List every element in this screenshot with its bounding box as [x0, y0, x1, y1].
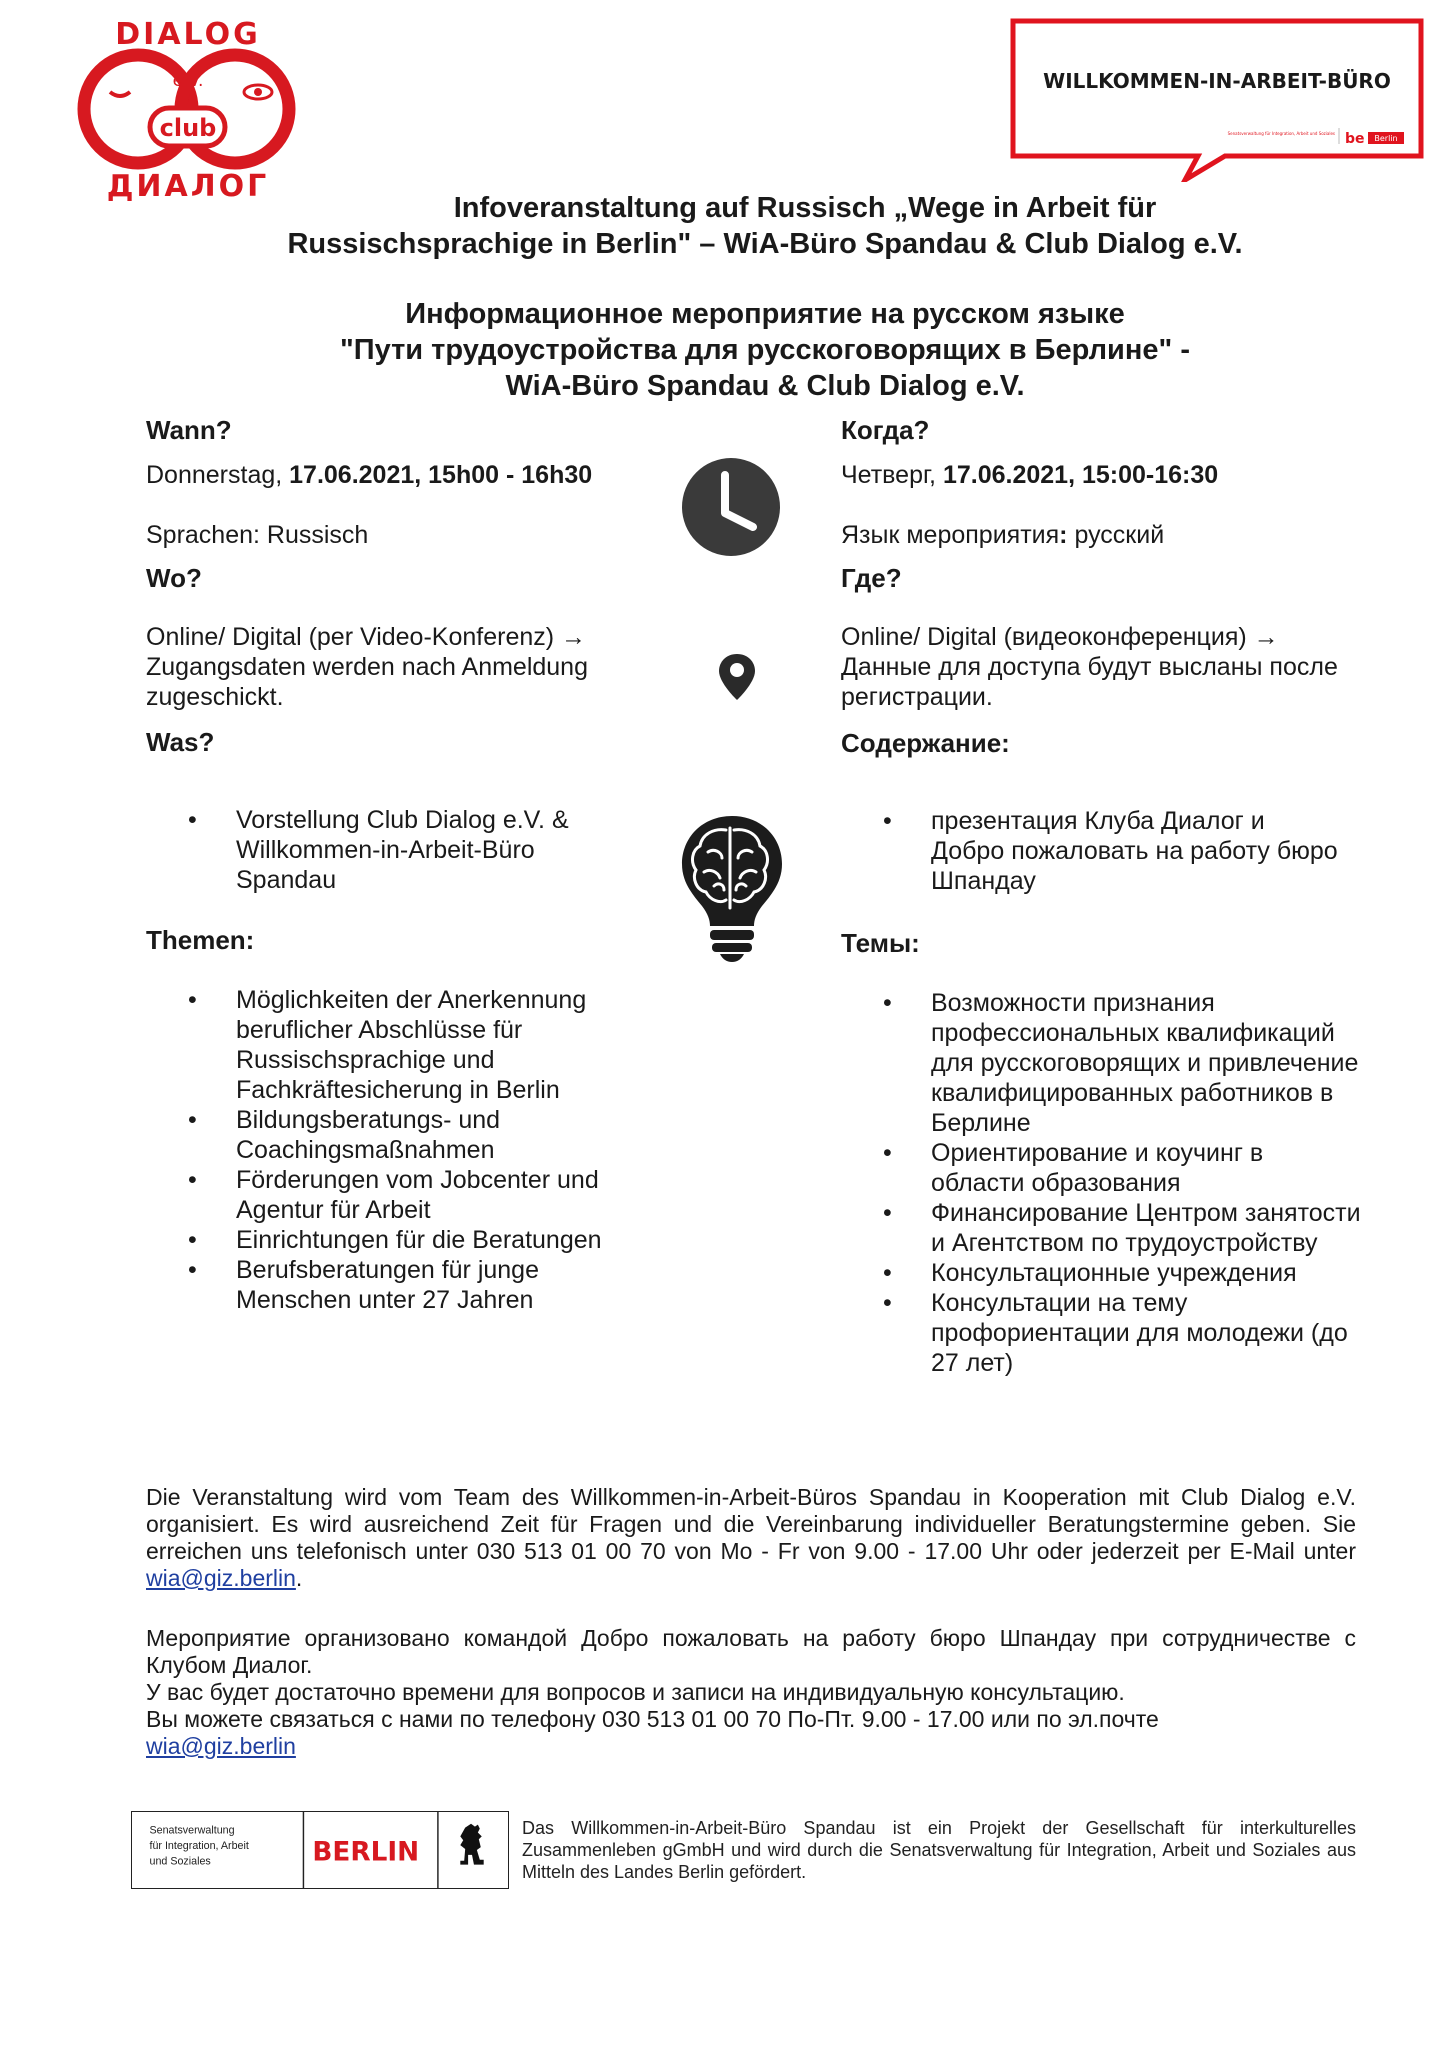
right-when-date: 17.06.2021, 15:00-16:30	[942, 461, 1219, 489]
left-when-date: 17.06.2021, 15h00 - 16h30	[289, 461, 593, 489]
wia-logo-small-text: Senatsverwaltung für Integration, Arbeit und Soziales	[1227, 131, 1335, 136]
right-language-value: русский	[1067, 521, 1165, 549]
list-item: • Консультации на тему профориентации для молодежи (до 27 лет)	[841, 1288, 1361, 1378]
title-russian-line-2: "Пути трудоустройства для русскоговорящих в Берлине" -	[340, 334, 1190, 366]
right-when-head	[841, 415, 1361, 446]
right-when-day: Четверг,	[841, 461, 943, 489]
list-item: • Bildungsberatungs- und Coachingsmaßnahmen	[146, 1105, 646, 1165]
title-russian-line-1: Информационное мероприятие на русском языке	[405, 298, 1125, 330]
email-link-russian[interactable]: wia@giz.berlin	[146, 1733, 296, 1759]
info-german	[146, 1484, 1356, 1592]
berlin-bear-icon	[460, 1824, 483, 1865]
left-language: Sprachen: Russisch	[146, 521, 369, 549]
left-where-head	[146, 563, 646, 594]
brain-lightbulb-icon	[678, 812, 786, 962]
right-language-colon: :	[1059, 521, 1068, 549]
right-language	[841, 520, 1361, 550]
left-where-text: Online/ Digital (per Video-Konferenz) → Zugangsdaten werden nach Anmeldung zugeschickt.	[146, 623, 588, 711]
title-russian	[200, 296, 1330, 404]
wia-logo-title: WILLKOMMEN-IN-ARBEIT-BÜRO	[1043, 69, 1391, 93]
list-item: • Einrichtungen für die Beratungen	[146, 1225, 646, 1255]
right-topics-list	[841, 988, 1361, 1378]
footer-text: Das Willkommen-in-Arbeit-Büro Spandau ist ein Projekt der Gesellschaft für interkulturelles Zusammenleben gGmbH und wird durch die Senatsverwaltung für Integration, Arbeit und Soziales aus Mitteln des Landes Berlin gefördert.	[522, 1818, 1356, 1882]
wia-buero-logo	[1010, 18, 1424, 182]
right-what-list	[841, 806, 1341, 896]
club-dialog-logo	[70, 14, 305, 204]
logo-text-dialog: DIALOG	[115, 17, 261, 52]
list-item: • Финансирование Центром занятости и Агентством по трудоустройству	[841, 1198, 1361, 1258]
logo-text-ev: e.V.	[172, 71, 204, 91]
right-when-line	[841, 460, 1361, 490]
list-item: • Консультационные учреждения	[841, 1258, 1361, 1288]
wia-logo-be: be	[1345, 131, 1365, 147]
info-russian-line-1: Мероприятие организовано командой Добро пожаловать на работу бюро Шпандау при сотрудничестве с Клубом Диалог.	[146, 1625, 1356, 1678]
left-when-line	[146, 460, 646, 490]
footer-senat-line-3: und Soziales	[149, 1855, 211, 1868]
logo-text-club: club	[159, 114, 217, 142]
left-what-head-text: Was?	[146, 727, 215, 757]
info-russian	[146, 1625, 1356, 1760]
title-german-line-1: Infoveranstaltung auf Russisch „Wege in Arbeit für	[453, 192, 1157, 224]
location-pin-icon	[717, 652, 757, 702]
right-what-head-text: Содержание:	[841, 728, 1010, 758]
logo-eye-left	[110, 92, 130, 96]
footer-senat-line-2: für Integration, Arbeit	[149, 1840, 249, 1853]
right-where-text: Online/ Digital (видеоконференция) → Данные для доступа будут высланы после регистрации.	[841, 623, 1338, 711]
right-topics-head-text: Темы:	[841, 928, 920, 958]
left-when-head	[146, 415, 646, 446]
wia-logo-berlin: Berlin	[1374, 134, 1398, 143]
left-topics-head	[146, 925, 646, 956]
left-topics-head-text: Themen:	[146, 925, 255, 955]
left-where-head-text: Wo?	[146, 563, 202, 593]
left-when-head-text: Wann?	[146, 415, 232, 445]
right-where-head	[841, 563, 1361, 594]
list-item: • Возможности признания профессиональных квалификаций для русскоговорящих и привлечение квалифицированных работников в Берлине	[841, 988, 1361, 1138]
clock-icon	[681, 457, 781, 557]
right-where-head-text: Где?	[841, 563, 902, 593]
logo-text-dialog-cyrillic: ДИАЛОГ	[106, 169, 270, 204]
footer-berlin-text: BERLIN	[312, 1837, 420, 1868]
senatsverwaltung-berlin-logo	[131, 1811, 509, 1889]
list-item: • Berufsberatungen für junge Menschen unter 27 Jahren	[146, 1255, 646, 1315]
info-german-text: Die Veranstaltung wird vom Team des Willkommen-in-Arbeit-Büros Spandau in Kooperation mit Club Dialog e.V. organisiert. Es wird ausreichend Zeit für Fragen und die Vereinbarung individueller Beratungstermine geben. Sie erreichen uns telefonisch unter 030 513 01 00 70 von Mo - Fr von 9.00 - 17.00 Uhr oder jederzeit per E-Mail unter	[146, 1484, 1356, 1564]
info-german-end: .	[295, 1565, 303, 1591]
list-item: • презентация Клуба Диалог и Добро пожаловать на работу бюро Шпандау	[841, 806, 1341, 896]
right-what-head	[841, 728, 1361, 759]
list-item: • Ориентирование и коучинг в области образования	[841, 1138, 1361, 1198]
list-item: • Vorstellung Club Dialog e.V. & Willkommen-in-Arbeit-Büro Spandau	[146, 805, 636, 895]
info-russian-line-2: У вас будет достаточно времени для вопросов и записи на индивидуальную консультацию.	[146, 1679, 1125, 1705]
right-topics-head	[841, 928, 1361, 959]
list-item: • Möglichkeiten der Anerkennung beruflicher Abschlüsse für Russischsprachige und Fachkräftesicherung in Berlin	[146, 985, 646, 1105]
list-item: • Förderungen vom Jobcenter und Agentur für Arbeit	[146, 1165, 646, 1225]
right-when-head-text: Когда?	[841, 415, 930, 445]
email-link-german[interactable]: wia@giz.berlin	[146, 1565, 296, 1591]
footer-senat-line-1: Senatsverwaltung	[149, 1824, 235, 1837]
left-when-day: Donnerstag,	[146, 461, 290, 489]
left-what-list	[146, 805, 636, 895]
info-russian-line-3: Вы можете связаться с нами по телефону 030 513 01 00 70 По-Пт. 9.00 - 17.00 или по эл.почте	[146, 1706, 1159, 1732]
title-german	[200, 190, 1330, 262]
title-german-line-2: Russischsprachige in Berlin" – WiA-Büro Spandau & Club Dialog e.V.	[287, 228, 1243, 260]
title-russian-line-3: WiA-Büro Spandau & Club Dialog e.V.	[505, 370, 1025, 402]
right-language-label: Язык мероприятия	[841, 521, 1060, 549]
left-what-head	[146, 727, 646, 758]
left-topics-list	[146, 985, 646, 1315]
